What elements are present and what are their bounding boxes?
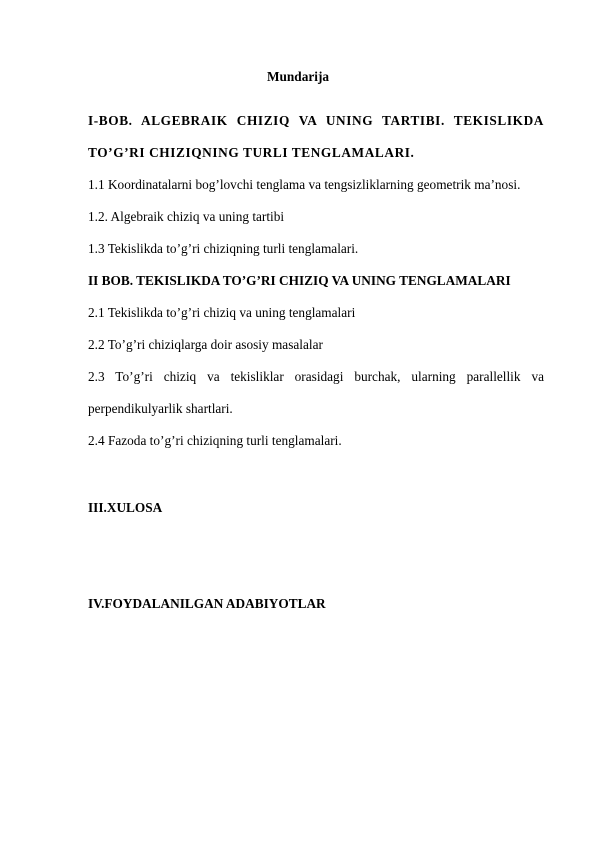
toc-item-2-3-line1: 2.3 To’g’ri chiziq va tekisliklar orasidagi burchak, ularning parallellik va [88,369,544,384]
toc-item-1-2: 1.2. Algebraik chiziq va uning tartibi [88,209,285,224]
chapter1-heading-line1: I-BOB. ALGEBRAIK CHIZIQ VA UNING TARTIBI. TEKISLIKDA [88,113,544,128]
toc-item-2-2: 2.2 To’g’ri chiziqlarga doir asosiy masalalar [88,337,323,352]
chapter2-heading: II BOB. TEKISLIKDA TO’G’RI CHIZIQ VA UNING TENGLAMALARI [88,273,511,288]
toc-item-1-3: 1.3 Tekislikda to’g’ri chiziqning turli tenglamalari. [88,241,359,256]
toc-item-2-3-line2: perpendikulyarlik shartlari. [88,401,233,416]
references-heading: IV.FOYDALANILGAN ADABIYOTLAR [88,596,326,611]
toc-item-2-4: 2.4 Fazoda to’g’ri chiziqning turli tenglamalari. [88,433,342,448]
conclusion-heading: III.XULOSA [88,500,163,515]
chapter1-heading-line2: TO’G’RI CHIZIQNING TURLI TENGLAMALARI. [88,145,415,160]
toc-item-2-1: 2.1 Tekislikda to’g’ri chiziq va uning tenglamalari [88,305,356,320]
page-title: Mundarija [266,69,330,84]
toc-item-1-1: 1.1 Koordinatalarni bog’lovchi tenglama va tengsizliklarning geometrik ma’nosi. [88,177,521,192]
